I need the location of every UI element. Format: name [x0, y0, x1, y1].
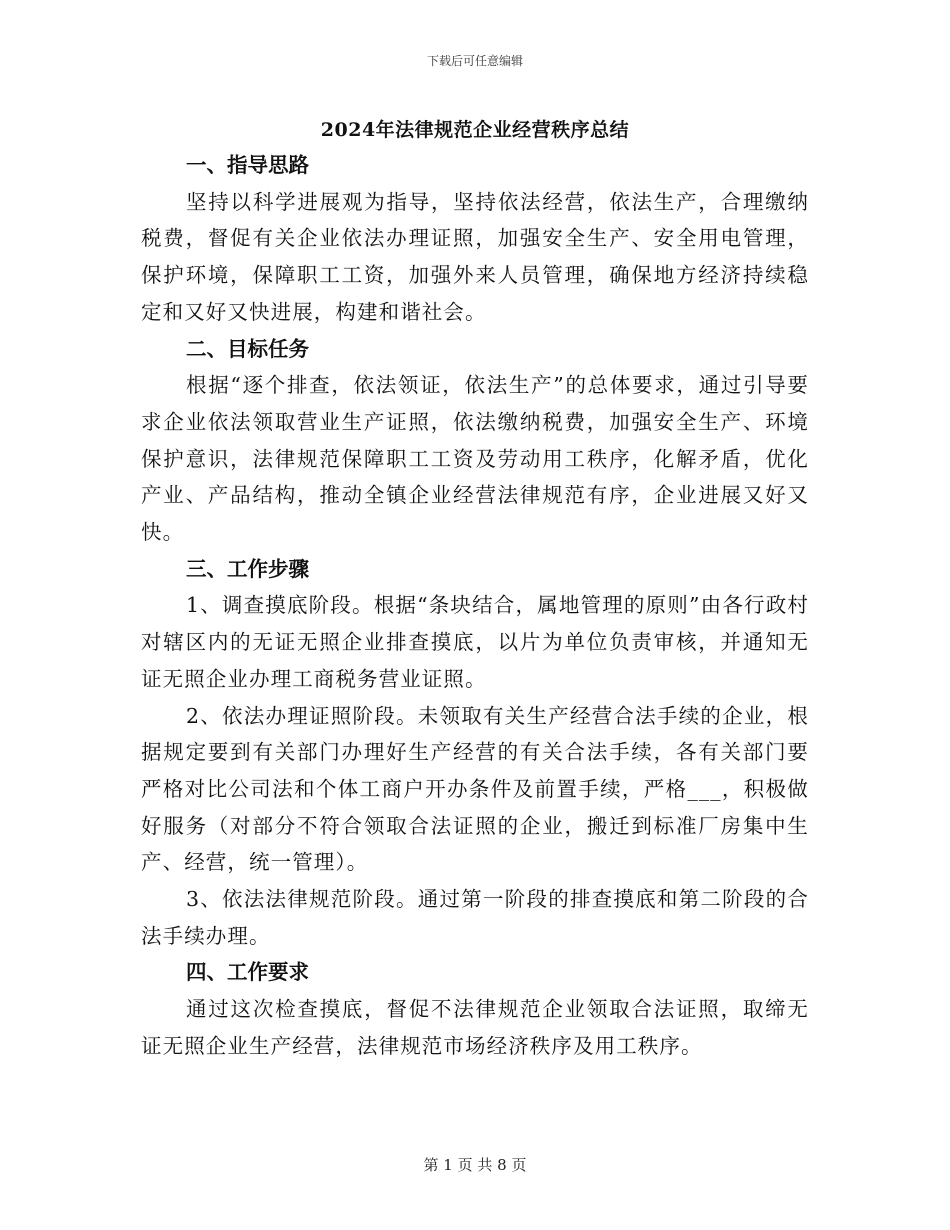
page-header-note: 下载后可任意编辑: [426, 54, 523, 68]
section-paragraph: 通过这次检查摸底，督促不法律规范企业领取合法证照，取缔无证无照企业生产经营，法律规范市场经济秩序及用工秩序。: [141, 997, 809, 1058]
page-number-footer: 第 1 页 共 8 页: [423, 1156, 527, 1174]
section-goals-tasks: [141, 331, 809, 551]
section-heading: 二、目标任务: [186, 336, 309, 361]
section-work-requirements: [141, 954, 809, 1064]
section-paragraph: 2、依法办理证照阶段。未领取有关生产经营合法手续的企业，根据规定要到有关部门办理好生产经营的有关合法手续，各有关部门要严格对比公司法和个体工商户开办条件及前置手续，严格___，积极做好服务（对部分不符合领取合法证照的企业，搬迁到标准厂房集中生产、经营，统一管理）。: [141, 703, 809, 875]
document-title: 2024年法律规范企业经营秩序总结: [320, 119, 630, 141]
section-heading: 一、指导思路: [186, 153, 309, 177]
section-paragraph: 3、依法法律规范阶段。通过第一阶段的排查摸底和第二阶段的合法手续办理。: [141, 887, 809, 948]
section-paragraph: 根据“逐个排查，依法领证，依法生产”的总体要求，通过引导要求企业依法领取营业生产证照，依法缴纳税费，加强安全生产、环境保护意识，法律规范保障职工工资及劳动用工秩序，化解矛盾，优化产业、产品结构，推动全镇企业经营法律规范有序，企业进展又好又快。: [141, 373, 809, 545]
section-paragraph: 坚持以科学进展观为指导，坚持依法经营，依法生产，合理缴纳税费，督促有关企业依法办理证照，加强安全生产、安全用电管理，保护环境，保障职工工资，加强外来人员管理，确保地方经济持续稳定和又好又快进展，构建和谐社会。: [141, 189, 809, 324]
document-body: [141, 147, 809, 1065]
section-paragraph: 1、调查摸底阶段。根据“条块结合，属地管理的原则”由各行政村对辖区内的无证无照企业排查摸底，以片为单位负责审核，并通知无证无照企业办理工商税务营业证照。: [141, 593, 809, 691]
section-heading: 四、工作要求: [186, 960, 309, 985]
section-work-steps: [141, 551, 809, 955]
section-guiding-ideas: [141, 147, 809, 331]
section-heading: 三、工作步骤: [186, 556, 309, 581]
